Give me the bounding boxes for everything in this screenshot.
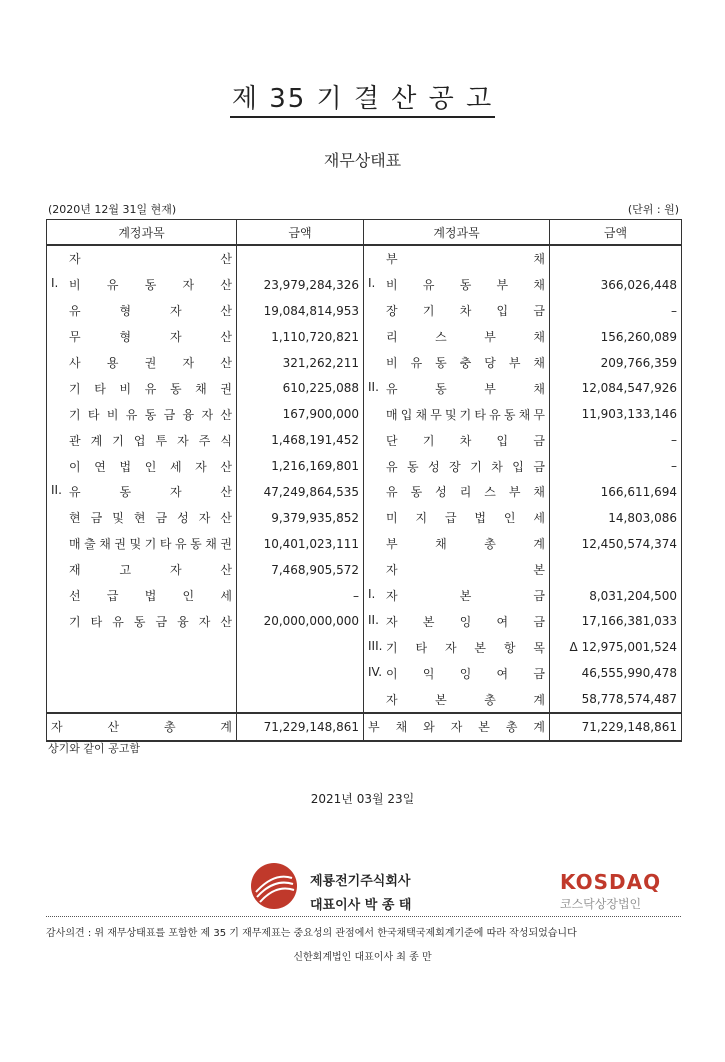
- right-item-cell: [364, 298, 550, 324]
- roman-numeral: [368, 328, 386, 345]
- right-item-cell: [364, 272, 550, 298]
- roman-numeral: [51, 535, 69, 552]
- roman-numeral: [51, 458, 69, 475]
- account-label: 장 기 차 입 금: [386, 304, 545, 319]
- left-amount-cell: 167,900,000: [237, 401, 364, 427]
- left-item-cell: [47, 427, 237, 453]
- right-amount-cell: 58,778,574,487: [550, 686, 682, 713]
- table-row: [47, 686, 682, 713]
- left-item-cell: [47, 245, 237, 272]
- account-label: 기 타 자 본 항 목: [386, 640, 545, 655]
- left-amount-cell: [237, 660, 364, 686]
- left-item-cell: [47, 401, 237, 427]
- roman-numeral: [368, 406, 386, 423]
- table-row: [47, 272, 682, 298]
- left-amount-cell: [237, 686, 364, 713]
- account-label: 자 산: [69, 252, 232, 267]
- right-item-cell: [364, 660, 550, 686]
- right-item-cell: [364, 427, 550, 453]
- roman-numeral: II.: [51, 483, 62, 498]
- table-row: [47, 505, 682, 531]
- as-of-date: (2020년 12월 31일 현재): [48, 203, 177, 216]
- account-label: 무 형 자 산: [69, 330, 232, 345]
- account-label: 기 타 유 동 금 융 자 산: [69, 614, 232, 629]
- roman-numeral: [51, 613, 69, 630]
- left-amount-cell: 19,084,814,953: [237, 298, 364, 324]
- account-label: 기 타 비 유 동 채 권: [69, 381, 232, 396]
- total-liab-equity-label: [364, 713, 550, 741]
- left-item-cell: [47, 479, 237, 505]
- roman-numeral: [51, 250, 69, 267]
- table-row: [47, 401, 682, 427]
- account-label: 관 계 기 업 투 자 주 식: [69, 433, 232, 448]
- account-label: 자 본 총 계: [386, 692, 545, 707]
- total-liab-equity-label-text: 부 채 와 자 본 총 계: [368, 720, 545, 735]
- account-label: 단 기 차 입 금: [386, 433, 545, 448]
- left-amount-cell: 610,225,088: [237, 375, 364, 401]
- account-label: 선 급 법 인 세: [69, 589, 232, 604]
- roman-numeral: [368, 483, 386, 500]
- right-amount-cell: 12,084,547,926: [550, 375, 682, 401]
- right-amount-cell: –: [550, 453, 682, 479]
- account-label: 기 타 비 유 동 금 융 자 산: [69, 407, 232, 422]
- roman-numeral: [51, 509, 69, 526]
- company-logo-icon: [250, 862, 298, 910]
- left-item-cell: [47, 375, 237, 401]
- roman-numeral: [368, 354, 386, 371]
- roman-numeral: II.: [368, 612, 379, 627]
- total-assets-label: [47, 713, 237, 741]
- right-item-cell: [364, 453, 550, 479]
- roman-numeral: [51, 587, 69, 604]
- left-amount-cell: 20,000,000,000: [237, 608, 364, 634]
- left-item-cell: [47, 453, 237, 479]
- right-amount-cell: 166,611,694: [550, 479, 682, 505]
- account-label: 유 형 자 산: [69, 304, 232, 319]
- left-amount-cell: –: [237, 583, 364, 609]
- account-label: 자 본 금: [386, 589, 545, 604]
- right-amount-cell: 12,450,574,374: [550, 531, 682, 557]
- left-amount-cell: 23,979,284,326: [237, 272, 364, 298]
- table-row: [47, 245, 682, 272]
- roman-numeral: [368, 250, 386, 267]
- right-amount-cell: 8,031,204,500: [550, 583, 682, 609]
- right-amount-cell: [550, 245, 682, 272]
- left-amount-cell: 1,110,720,821: [237, 324, 364, 350]
- kosdaq-subtitle: 코스닥상장법인: [560, 897, 642, 911]
- roman-numeral: [51, 380, 69, 397]
- table-row: [47, 479, 682, 505]
- account-label: 비 유 동 충 당 부 채: [386, 356, 545, 370]
- right-amount-cell: 11,903,133,146: [550, 401, 682, 427]
- right-item-cell: [364, 531, 550, 557]
- page-title: 제 35 기 결 산 공 고: [0, 78, 725, 115]
- right-amount-cell: 156,260,089: [550, 324, 682, 350]
- roman-numeral: [368, 432, 386, 449]
- left-amount-cell: 7,468,905,572: [237, 557, 364, 583]
- roman-numeral: I.: [368, 587, 376, 602]
- header-left-amount: 금액: [237, 220, 364, 246]
- right-item-cell: [364, 479, 550, 505]
- auditor-name: 신한회계법인 대표이사 최 종 만: [293, 952, 432, 963]
- roman-numeral: [51, 561, 69, 578]
- account-label: 부 채: [386, 252, 545, 267]
- table-row: [47, 375, 682, 401]
- total-assets-amount: 71,229,148,861: [237, 713, 364, 741]
- table-row: [47, 350, 682, 376]
- left-item-cell: [47, 350, 237, 376]
- left-item-cell: [47, 686, 237, 713]
- right-amount-cell: 14,803,086: [550, 505, 682, 531]
- account-label: 매 입 채 무 및 기 타 유 동 채 무: [386, 407, 545, 422]
- account-label: 유 동 자 산: [69, 485, 232, 500]
- totals-row: [47, 713, 682, 741]
- table-row: [47, 583, 682, 609]
- right-item-cell: [364, 557, 550, 583]
- left-amount-cell: 9,379,935,852: [237, 505, 364, 531]
- left-item-cell: [47, 531, 237, 557]
- table-row: [47, 634, 682, 660]
- right-item-cell: [364, 505, 550, 531]
- left-item-cell: [47, 660, 237, 686]
- right-item-cell: [364, 324, 550, 350]
- left-amount-cell: [237, 634, 364, 660]
- roman-numeral: [51, 406, 69, 423]
- divider: [46, 916, 681, 917]
- account-label: 미 지 급 법 인 세: [386, 511, 545, 526]
- roman-numeral: [368, 509, 386, 526]
- left-item-cell: [47, 298, 237, 324]
- account-label: 현 금 및 현 금 성 자 산: [69, 511, 232, 526]
- left-item-cell: [47, 505, 237, 531]
- table-row: [47, 608, 682, 634]
- table-row: [47, 298, 682, 324]
- roman-numeral: [51, 302, 69, 319]
- left-item-cell: [47, 608, 237, 634]
- account-label: 사 용 권 자 산: [69, 356, 232, 370]
- table-row: [47, 427, 682, 453]
- company-name: 제룡전기주식회사: [310, 874, 411, 889]
- unit-label: (단위 : 원): [627, 203, 679, 216]
- right-item-cell: [364, 350, 550, 376]
- account-label: 자 본 잉 여 금: [386, 614, 545, 629]
- account-label: 비 유 동 부 채: [386, 278, 545, 293]
- right-item-cell: [364, 375, 550, 401]
- left-amount-cell: 321,262,211: [237, 350, 364, 376]
- right-amount-cell: Δ 12,975,001,524: [550, 634, 682, 660]
- header-right-amount: 금액: [550, 220, 682, 246]
- left-item-cell: [47, 583, 237, 609]
- account-label: 재 고 자 산: [69, 563, 232, 578]
- left-item-cell: [47, 557, 237, 583]
- ceo-name: 대표이사 박 종 태: [310, 898, 412, 913]
- account-label: 매 출 채 권 및 기 타 유 동 채 권: [69, 537, 232, 552]
- account-label: 유 동 성 장 기 차 입 금: [386, 459, 545, 474]
- right-item-cell: [364, 245, 550, 272]
- right-amount-cell: 46,555,990,478: [550, 660, 682, 686]
- right-item-cell: [364, 583, 550, 609]
- header-left-item: 계정과목: [47, 220, 237, 246]
- right-amount-cell: 209,766,359: [550, 350, 682, 376]
- account-label: 리 스 부 채: [386, 330, 545, 345]
- total-liab-equity-amount: 71,229,148,861: [550, 713, 682, 741]
- left-amount-cell: 1,468,191,452: [237, 427, 364, 453]
- roman-numeral: [368, 458, 386, 475]
- roman-numeral: [368, 302, 386, 319]
- account-label: 이 연 법 인 세 자 산: [69, 459, 232, 474]
- account-label: 유 동 성 리 스 부 채: [386, 485, 545, 500]
- right-amount-cell: 366,026,448: [550, 272, 682, 298]
- right-item-cell: [364, 401, 550, 427]
- left-amount-cell: [237, 245, 364, 272]
- roman-numeral: IV.: [368, 664, 383, 679]
- right-item-cell: [364, 608, 550, 634]
- table-row: [47, 660, 682, 686]
- right-amount-cell: 17,166,381,033: [550, 608, 682, 634]
- kosdaq-logo: KOSDAQ: [560, 870, 662, 894]
- roman-numeral: I.: [51, 276, 59, 291]
- table-row: [47, 324, 682, 350]
- announcement-note: 상기와 같이 공고함: [48, 742, 141, 755]
- header-right-item: 계정과목: [364, 220, 550, 246]
- account-label: 부 채 총 계: [386, 537, 545, 552]
- total-assets-label-text: 자 산 총 계: [51, 720, 232, 735]
- statement-subtitle: 재무상태표: [323, 151, 402, 170]
- right-amount-cell: –: [550, 298, 682, 324]
- account-label: 비 유 동 자 산: [69, 278, 232, 293]
- right-item-cell: [364, 686, 550, 713]
- account-label: 자 본: [386, 563, 545, 578]
- left-item-cell: [47, 324, 237, 350]
- announcement-date: 2021년 03월 23일: [310, 792, 415, 806]
- roman-numeral: I.: [368, 276, 376, 291]
- account-label: 이 익 잉 여 금: [386, 666, 545, 681]
- account-label: 유 동 부 채: [386, 381, 545, 396]
- roman-numeral: II.: [368, 379, 379, 394]
- roman-numeral: [368, 561, 386, 578]
- roman-numeral: III.: [368, 638, 383, 653]
- roman-numeral: [368, 691, 386, 708]
- audit-opinion: 감사의견 : 위 재무상태표를 포함한 제 35 기 재무제표는 중요성의 관점에서 한국채택국제회계기준에 따라 작성되었습니다: [46, 928, 577, 939]
- left-amount-cell: 10,401,023,111: [237, 531, 364, 557]
- roman-numeral: [51, 432, 69, 449]
- roman-numeral: [368, 535, 386, 552]
- right-item-cell: [364, 634, 550, 660]
- roman-numeral: [51, 328, 69, 345]
- table-row: [47, 557, 682, 583]
- left-item-cell: [47, 272, 237, 298]
- left-item-cell: [47, 634, 237, 660]
- roman-numeral: [51, 354, 69, 371]
- right-amount-cell: –: [550, 427, 682, 453]
- right-amount-cell: [550, 557, 682, 583]
- balance-sheet-table: [46, 219, 682, 742]
- table-row: [47, 453, 682, 479]
- table-row: [47, 531, 682, 557]
- left-amount-cell: 47,249,864,535: [237, 479, 364, 505]
- left-amount-cell: 1,216,169,801: [237, 453, 364, 479]
